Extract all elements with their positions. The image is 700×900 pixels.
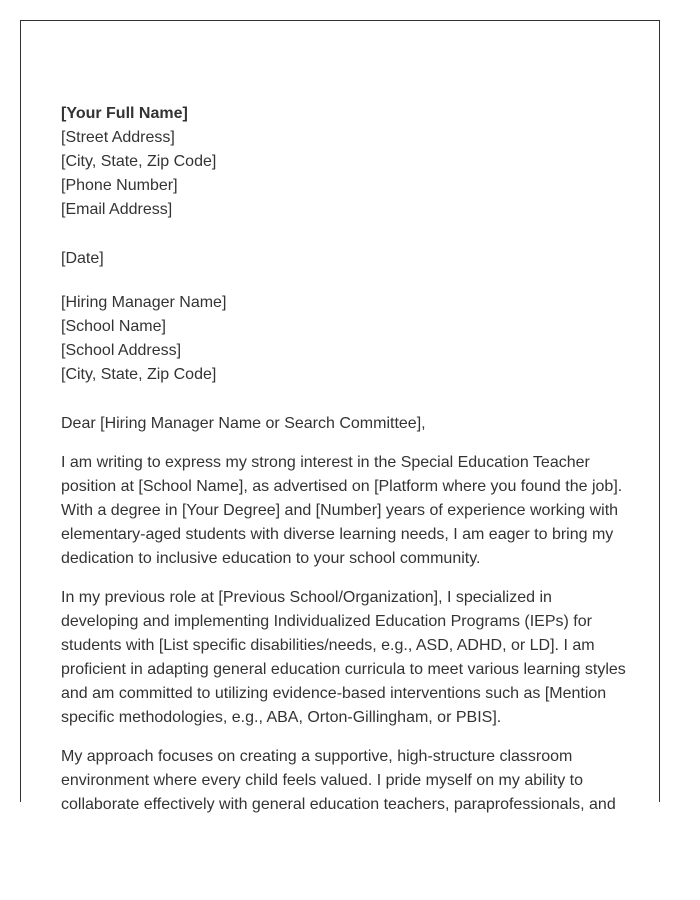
recipient-name: [Hiring Manager Name]: [61, 294, 227, 311]
letter-content: [61, 102, 626, 832]
recipient-city-state-zip: [City, State, Zip Code]: [61, 366, 217, 383]
sender-street: [Street Address]: [61, 129, 175, 146]
recipient-block: [61, 291, 626, 387]
body-paragraph-1: I am writing to express my strong interest in the Special Education Teacher position at [School Name], as advertised on [Platform where you found the job]. With a degree in [Your Degree] and [Number] years of experience working with elementary-aged students with diverse learning needs, I am eager to bring my dedication to inclusive education to your school community.: [61, 454, 623, 567]
sender-block: [61, 102, 626, 222]
sender-email: [Email Address]: [61, 201, 173, 218]
recipient-address: [School Address]: [61, 342, 182, 359]
body-paragraph-2: In my previous role at [Previous School/Organization], I specialized in developing and implementing Individualized Education Programs (IEPs) for students with [List specific disabilities/needs, e.g., ASD, ADHD, or LD]. I am proficient in adapting general education curricula to meet various learning styles and am committed to utilizing evidence-based interventions such as [Mention specific methodologies, e.g., ABA, Orton-Gillingham, or PBIS].: [61, 589, 626, 726]
sender-phone: [Phone Number]: [61, 177, 178, 194]
letter-page: [20, 20, 660, 813]
body-paragraph-3: My approach focuses on creating a supportive, high-structure classroom environment where every child feels valued. I pride myself on my ability to collaborate effectively with general education teachers, paraprofessionals, and: [61, 748, 616, 813]
salutation: Dear [Hiring Manager Name or Search Committee],: [61, 415, 426, 432]
sender-name: [Your Full Name]: [61, 105, 188, 122]
recipient-school: [School Name]: [61, 318, 166, 335]
letter-date: [Date]: [61, 250, 104, 267]
sender-city-state-zip: [City, State, Zip Code]: [61, 153, 217, 170]
